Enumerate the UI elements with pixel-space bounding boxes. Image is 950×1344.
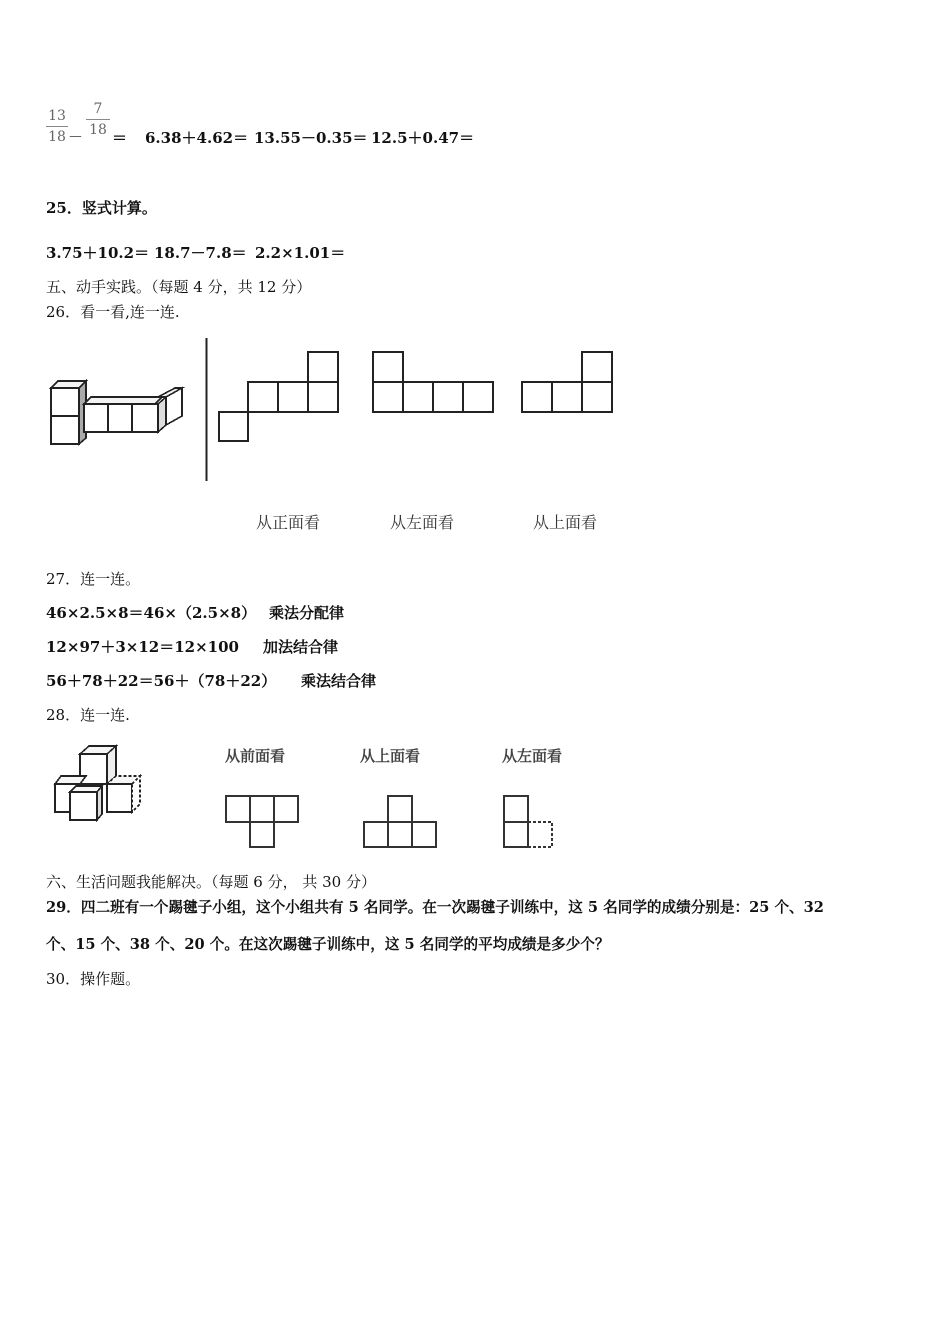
calc-expression: 12.5＋0.47＝ [371,129,475,147]
view-label-top: 从上面看 [533,513,598,532]
fraction-numerator: 7 [93,101,103,117]
law-name: 乘法分配律 [269,604,345,622]
view-label-left: 从左面看 [390,513,455,532]
fraction-bar [86,119,110,120]
question-29-text-line1: 29．四二班有一个踢毽子小组，这个小组共有 5 名同学。在一次踢毽子训练中，这 5 名同学的成绩分别是：25 个、32 [46,899,824,916]
question-27-title: 27．连一连。 [46,570,141,588]
equals-sign: ＝ [112,129,128,147]
equation-expression: 46×2.5×8＝46×（2.5×8） [46,604,257,622]
section-5-heading: 五、动手实践。（每题 4 分，共 12 分） [46,278,312,296]
minus-sign: － [68,128,84,146]
law-name: 加法结合律 [263,638,339,656]
view-label-front: 从正面看 [256,513,321,532]
view-label-front: 从前面看 [225,747,286,765]
law-name: 乘法结合律 [301,672,377,690]
fraction-7-18 [86,101,110,138]
equation-expression: 12×97＋3×12＝12×100 [46,638,239,656]
question-30-title: 30．操作题。 [46,970,141,988]
fraction-denominator: 18 [48,129,66,145]
question-29-text-line2: 个、15 个、38 个、20 个。在这次踢毽子训练中，这 5 名同学的平均成绩是多少个？ [46,936,610,953]
calc-expression: 6.38＋4.62＝ [145,129,249,147]
calc-expression: 13.55－0.35＝ [254,129,368,147]
fraction-13-18 [46,108,68,145]
question-28-title: 28．连一连. [46,706,130,724]
vertical-calc-expression: 2.2×1.01＝ [255,244,346,262]
vertical-calc-expression: 18.7－7.8＝ [154,244,247,262]
question-26-title: 26．看一看,连一连. [46,303,180,321]
view-shape-b [372,351,496,415]
view-shape-l [502,794,558,850]
equation-expression: 56＋78＋22＝56＋（78＋22） [46,672,277,690]
fraction-denominator: 18 [89,122,107,138]
fraction-numerator: 13 [48,108,66,124]
cube-solid-figure [48,378,188,446]
divider-line [205,338,209,482]
view-shape-c [521,351,615,415]
view-shape-a [218,351,340,443]
fraction-bar [46,126,68,127]
view-label-left: 从左面看 [502,747,563,765]
vertical-calc-expression: 3.75＋10.2＝ [46,244,150,262]
view-shape-inverted-t [362,794,442,850]
question-25-title: 25．竖式计算。 [46,199,157,217]
view-label-top: 从上面看 [360,747,421,765]
cube-stack-figure [50,744,150,824]
view-shape-t [224,794,304,850]
section-6-heading: 六、生活问题我能解决。（每题 6 分， 共 30 分） [46,873,376,891]
